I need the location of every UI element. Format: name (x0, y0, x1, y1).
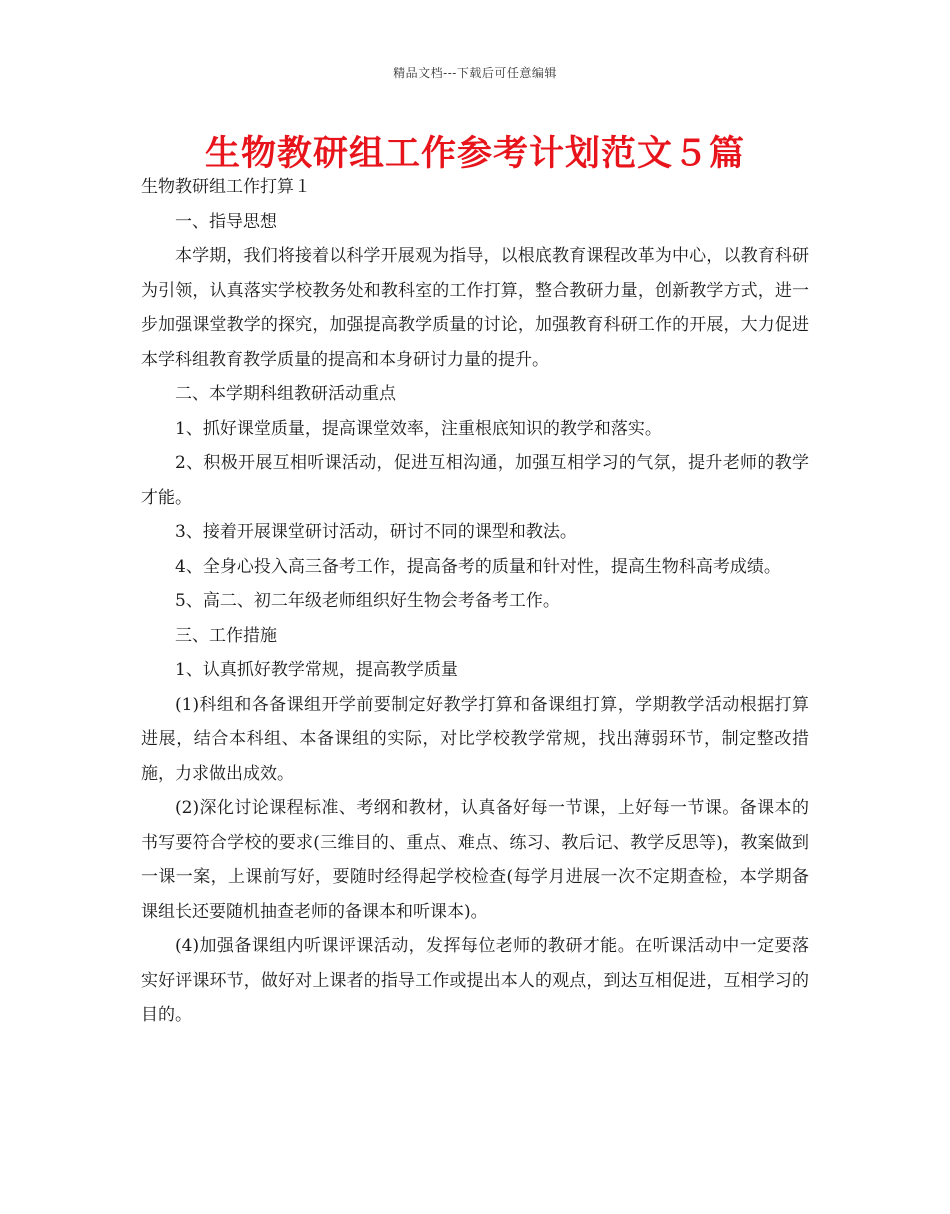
paragraph: (1)科组和各备课组开学前要制定好教学打算和备课组打算，学期教学活动根据打算进展，结合本科组、本备课组的实际，对比学校教学常规，找出薄弱环节，制定整改措施，力求做出成效。 (141, 694, 809, 784)
list-item: 2、积极开展互相听课活动，促进互相沟通，加强互相学习的气氛，提升老师的教学才能。 (141, 453, 809, 508)
list-item: 1、抓好课堂质量，提高课堂效率，注重根底知识的教学和落实。 (175, 418, 662, 439)
header-note: 精品文档---下载后可任意编辑 (393, 66, 557, 80)
heading-focus: 二、本学期科组教研活动重点 (175, 384, 396, 404)
list-item: 1、认真抓好教学常规，提高教学质量 (175, 660, 458, 680)
paragraph: 本学期，我们将接着以科学开展观为指导，以根底教育课程改革为中心，以教育科研为引领，认真落实学校教务处和教科室的工作打算，整合教研力量，创新教学方式，进一步加强课堂教学的探究，加强提高教学质量的讨论，加强教育科研工作的开展，大力促进本学科组教育教学质量的提高和本身研讨力量的提升。 (141, 246, 809, 370)
section-subtitle: 生物教研组工作打算１ (141, 177, 311, 197)
heading-guiding-thought: 一、指导思想 (175, 211, 277, 232)
list-item: 3、接着开展课堂研讨活动，研讨不同的课型和教法。 (175, 522, 577, 542)
paragraph: (4)加强备课组内听课评课活动，发挥每位老师的教研才能。在听课活动中一定要落实好评课环节，做好对上课者的指导工作或提出本人的观点，到达互相促进，互相学习的目的。 (141, 936, 809, 1025)
list-item: 4、全身心投入高三备考工作，提高备考的质量和针对性，提高生物科高考成绩。 (175, 556, 781, 577)
paragraph: (2)深化讨论课程标准、考纲和教材，认真备好每一节课，上好每一节课。备课本的书写要符合学校的要求(三维目的、重点、难点、练习、教后记、教学反思等)，教案做到一课一案，上课前写好，要随时经得起学校检查(每学月进展一次不定期查检，本学期备课组长还要随机抽查老师的备课本和听课本)。 (141, 798, 809, 922)
document-body (141, 170, 809, 1033)
document-title: 生物教研组工作参考计划范文５篇 (204, 134, 745, 174)
heading-measures: 三、工作措施 (175, 625, 277, 646)
list-item: 5、高二、初二年级老师组织好生物会考备考工作。 (175, 591, 560, 611)
